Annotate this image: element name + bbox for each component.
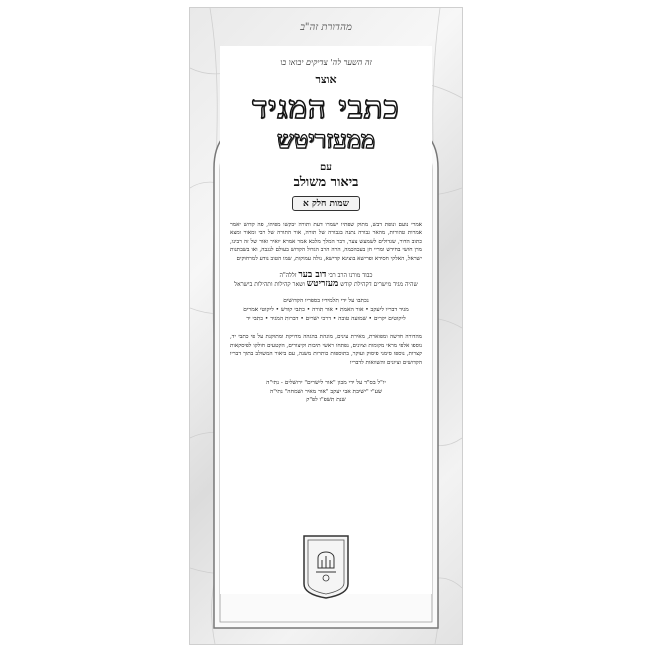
description-paragraph: אמרי נועם ונופת דבש, מתוק שפתיו ישמרו דעת ותורה יבקשו מפיהו, פה קדוש יאמר אמרות טהורות, מהאר גבורה נתנה בגבורה של תורה, אור התורה של רבי ומאור ומצא כתוב הדור, שגדולים לשמעש צער, דבר המלך מלכא אמר אמרא יואיר ואור של זה רבינו, מרן חושי בחידש ומריי חן בעכהכמה, הרה הרב הגדול הקדוש בעולם לנגבה, ואו בשבתנות ישראל, האלקי חסידא ופרישא בוצינא קדישא, נולה עמוקות, שמו הטוב נודע למרחוקים	[230, 222, 422, 262]
title-prefix: אוצר	[315, 73, 337, 86]
honor-name: דוב בער	[298, 270, 327, 281]
written-by: נכתבו על ידי תלמידיו בספריו הקדושים	[283, 298, 369, 305]
main-title: כתבי המגיד	[252, 90, 400, 126]
with-label: עם	[320, 162, 332, 173]
honor-line-2	[224, 280, 428, 289]
year-line: שנת תשפ"ו לפ"ק	[306, 397, 346, 404]
publisher-line-2: שע"י "ישיבת אבי יעקב "אור מאיר ושמחה" נתי"ה	[269, 388, 383, 395]
books-block	[224, 297, 428, 323]
honor-post-2: ושאר קהילות ותהילות בישראל	[234, 281, 305, 289]
publisher-seal	[300, 528, 352, 600]
commentary-label: ביאור משולב	[293, 175, 359, 190]
books-line-2: ליקוטים יקרים • שמועה טובה • דרכי ישרים • דברות המגיד • כתבי יד	[246, 315, 406, 322]
honor-city: מעזריטש	[306, 279, 339, 290]
edition-label: מהדורת זה"ב	[300, 22, 352, 33]
book-cover	[190, 8, 462, 644]
honor-pre-2: שהיה מגיד מישרים דקהילת קודש	[340, 281, 418, 289]
volume-badge: שמות חלק א	[292, 196, 360, 211]
honor-post: זללה"ה	[279, 272, 297, 280]
honor-block	[224, 271, 428, 289]
honor-pre: כבוד מורנו הרב רבי	[328, 272, 373, 280]
books-line-1: מגיד דבריו ליעקב • אור האמת • אור תורה • כתבי קודש • ליקוטי אמרים	[243, 306, 409, 313]
cover-text	[224, 56, 428, 405]
verse-line: זה השער לה' צדיקים יבואו בו	[280, 58, 372, 67]
edition-description: מהדורה חדשה ומפוארת, מאירת עינים, מוגהת בהגהה מדויקת ומתוקנת על פי כתבי יד, נוספו אלפי מראי מקומות וציונים, נפתחו ראשי תיבות וקיצורים, הקטעים חולקו לפיסקאות קצרות, נוספו סימני פיסוק ועוקר, בתוספות כותרות משנה, עם ביאור המשולב בתוך דבריו הקדושים וציונים והשוואות לדבריו	[230, 334, 422, 366]
publisher-line-1: יו"ל בס"ד על ידי מכון "אור לישרים" ירושלים - נתי"ה	[266, 380, 386, 387]
sub-title: ממעזריטש	[276, 125, 376, 154]
publisher-block	[224, 379, 428, 405]
